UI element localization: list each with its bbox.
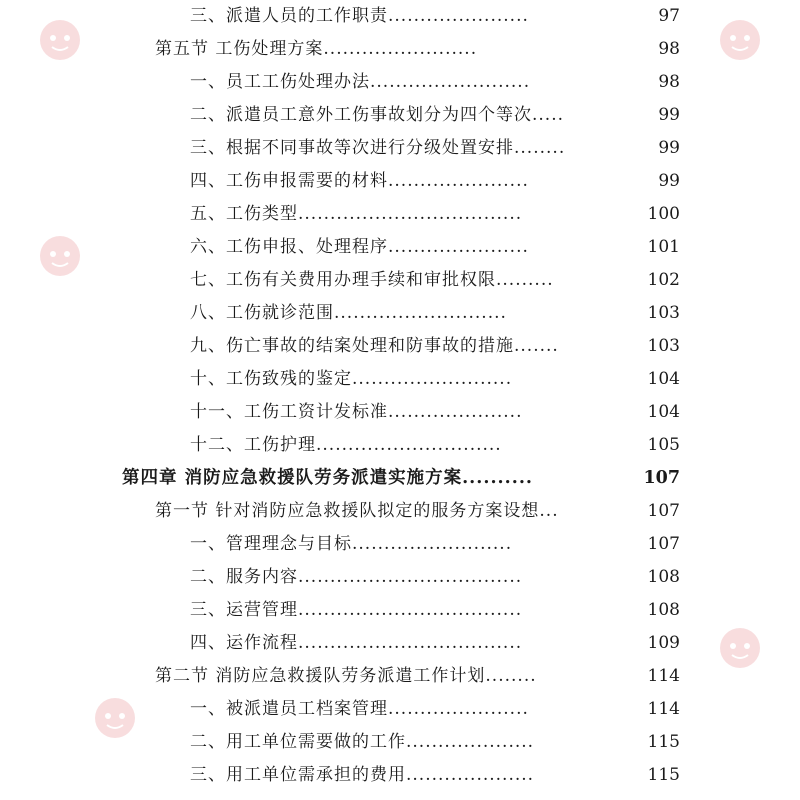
toc-entry[interactable] xyxy=(190,561,680,594)
toc-entry-page: 98 xyxy=(658,39,680,59)
toc-entry-page: 103 xyxy=(647,336,680,356)
toc-entry-title: 八、工伤就诊范围........................... xyxy=(190,303,507,323)
toc-entry[interactable] xyxy=(190,726,680,759)
toc-entry[interactable] xyxy=(190,165,680,198)
toc-entry-title: 第二节 消防应急救援队劳务派遣工作计划........ xyxy=(155,666,537,686)
watermark-logo-icon xyxy=(25,228,95,298)
toc-entry-page: 104 xyxy=(647,369,680,389)
toc-entry-page: 115 xyxy=(647,732,680,752)
toc-entry[interactable] xyxy=(155,495,680,528)
toc-entry[interactable] xyxy=(190,99,680,132)
toc-entry-page: 97 xyxy=(658,6,680,26)
toc-entry-title: 第五节 工伤处理方案........................ xyxy=(155,39,478,59)
toc-entry-page: 102 xyxy=(647,270,680,290)
toc-entry[interactable] xyxy=(190,363,680,396)
toc-entry-page: 99 xyxy=(658,171,680,191)
toc-entry[interactable] xyxy=(190,198,680,231)
toc-entry-page: 99 xyxy=(658,105,680,125)
toc-entry-page: 109 xyxy=(647,633,680,653)
toc-entry-title: 五、工伤类型................................... xyxy=(190,204,523,224)
toc-entry-page: 103 xyxy=(647,303,680,323)
toc-entry-title: 第一节 针对消防应急救援队拟定的服务方案设想... xyxy=(155,501,559,521)
watermark-logo-icon xyxy=(705,620,775,690)
watermark-logo-icon xyxy=(25,12,95,82)
toc-entry-page: 100 xyxy=(647,204,680,224)
toc-entry-title: 一、管理理念与目标......................... xyxy=(190,534,513,554)
toc-chapter-entry[interactable] xyxy=(122,462,680,495)
toc-entry[interactable] xyxy=(190,627,680,660)
toc-entry-title: 十、工伤致残的鉴定......................... xyxy=(190,369,513,389)
toc-entry-title: 三、运营管理................................... xyxy=(190,600,523,620)
toc-entry-title: 一、员工工伤处理办法......................... xyxy=(190,72,531,92)
toc-entry-page: 115 xyxy=(647,765,680,785)
toc-entry-title: 三、根据不同事故等次进行分级处置安排........ xyxy=(190,138,566,158)
toc-entry-page: 107 xyxy=(647,501,680,521)
toc-entry-title: 六、工伤申报、处理程序...................... xyxy=(190,237,529,257)
toc-entry[interactable] xyxy=(190,429,680,462)
toc-entry[interactable] xyxy=(190,231,680,264)
toc-entry-title: 三、用工单位需承担的费用.................... xyxy=(190,765,535,785)
toc-entry-title: 二、用工单位需要做的工作.................... xyxy=(190,732,535,752)
watermark-logo-icon xyxy=(705,12,775,82)
toc-entry-title: 四、工伤申报需要的材料...................... xyxy=(190,171,529,191)
toc-entry-title: 三、派遣人员的工作职责...................... xyxy=(190,6,529,26)
toc-entry[interactable] xyxy=(190,528,680,561)
toc-entry[interactable] xyxy=(190,132,680,165)
toc-entry[interactable] xyxy=(155,660,680,693)
toc-entry[interactable] xyxy=(190,396,680,429)
toc-entry[interactable] xyxy=(155,33,680,66)
toc-entry-page: 114 xyxy=(647,666,680,686)
toc-entry-page: 108 xyxy=(647,567,680,587)
toc-entry-page: 107 xyxy=(643,468,680,488)
toc-entry-page: 101 xyxy=(647,237,680,257)
toc-entry-title: 四、运作流程................................... xyxy=(190,633,523,653)
toc-entry-title: 十一、工伤工资计发标准..................... xyxy=(190,402,523,422)
toc-entry[interactable] xyxy=(190,330,680,363)
toc-entry-page: 108 xyxy=(647,600,680,620)
toc-entry-title: 十二、工伤护理............................. xyxy=(190,435,502,455)
toc-entry[interactable] xyxy=(190,594,680,627)
toc-entry-page: 105 xyxy=(647,435,680,455)
toc-entry-title: 二、服务内容................................... xyxy=(190,567,523,587)
toc-entry[interactable] xyxy=(190,0,680,33)
toc-entry-page: 99 xyxy=(658,138,680,158)
toc-entry-title: 一、被派遣员工档案管理...................... xyxy=(190,699,529,719)
toc-entry[interactable] xyxy=(190,297,680,330)
watermark-logo-icon xyxy=(80,690,150,760)
toc-entry-title: 七、工伤有关费用办理手续和审批权限......... xyxy=(190,270,554,290)
toc-entry-page: 114 xyxy=(647,699,680,719)
toc-entry-page: 98 xyxy=(658,72,680,92)
toc-entry[interactable] xyxy=(190,66,680,99)
toc-entry-title: 九、伤亡事故的结案处理和防事故的措施....... xyxy=(190,336,559,356)
toc-entry-page: 107 xyxy=(647,534,680,554)
toc-entry[interactable] xyxy=(190,264,680,297)
toc-entry-title: 第四章 消防应急救援队劳务派遣实施方案.......... xyxy=(122,468,534,488)
toc-entry-page: 104 xyxy=(647,402,680,422)
toc-entry-title: 二、派遣员工意外工伤事故划分为四个等次..... xyxy=(190,105,565,125)
toc-entry[interactable] xyxy=(190,759,680,792)
toc-entry[interactable] xyxy=(190,693,680,726)
